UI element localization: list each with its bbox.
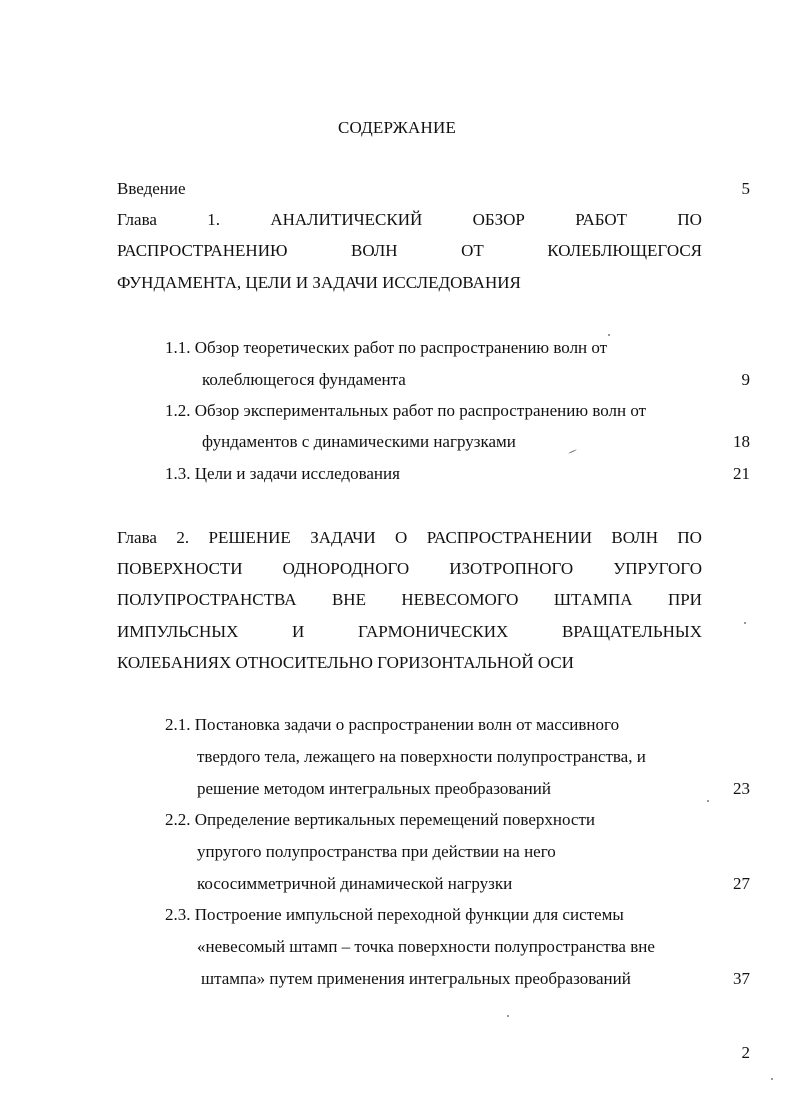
- word: ИЗОТРОПНОГО: [449, 559, 574, 578]
- word: РАСПРОСТРАНЕНИИ: [426, 528, 592, 547]
- toc-section-2-1-page: 23: [733, 779, 750, 798]
- toc-section-1-1-line-2: колеблющегося фундамента: [202, 370, 406, 389]
- word: ИМПУЛЬСНЫХ: [117, 622, 239, 641]
- toc-section-1-3-page: 21: [733, 464, 750, 483]
- word: РАСПРОСТРАНЕНИЮ: [117, 241, 288, 260]
- word: ШТАМПА: [553, 590, 633, 609]
- word: ВРАЩАТЕЛЬНЫХ: [561, 622, 702, 641]
- chapter2-heading-line-4: [117, 621, 702, 643]
- chapter2-heading-line-1: [117, 527, 702, 549]
- word: О: [395, 528, 408, 547]
- word: ПО: [677, 528, 702, 547]
- word: ГАРМОНИЧЕСКИХ: [357, 622, 509, 641]
- scan-speck: [608, 334, 610, 336]
- word: ВОЛН: [350, 241, 398, 260]
- toc-section-1-1-line-1: 1.1. Обзор теоретических работ по распространению волн от: [165, 338, 608, 357]
- word: 1.: [207, 210, 220, 229]
- word: ОТ: [461, 241, 484, 260]
- page-number: 2: [741, 1043, 750, 1062]
- scan-speck: [568, 449, 577, 454]
- word: АНАЛИТИЧЕСКИЙ: [270, 210, 423, 229]
- toc-section-1-2-page: 18: [733, 432, 750, 451]
- word: КОЛЕБЛЮЩЕГОСЯ: [547, 241, 702, 260]
- toc-section-2-2-page: 27: [733, 874, 750, 893]
- word: ВНЕ: [331, 590, 366, 609]
- toc-section-1-3-line-1: 1.3. Цели и задачи исследования: [165, 464, 400, 483]
- scan-speck: [507, 1015, 509, 1017]
- chapter1-heading-line-3: ФУНДАМЕНТА, ЦЕЛИ И ЗАДАЧИ ИССЛЕДОВАНИЯ: [117, 273, 521, 292]
- toc-intro-page: 5: [741, 179, 750, 198]
- chapter1-heading-line-2: [117, 240, 702, 262]
- toc-section-1-2-line-1: 1.2. Обзор экспериментальных работ по распространению волн от: [165, 401, 647, 420]
- chapter1-heading-line-1: [117, 209, 702, 231]
- word: ОДНОРОДНОГО: [282, 559, 410, 578]
- toc-section-2-2-line-1: 2.2. Определение вертикальных перемещений поверхности: [165, 810, 595, 829]
- word: РЕШЕНИЕ: [208, 528, 291, 547]
- toc-section-2-3-line-3: штампа» путем применения интегральных преобразований: [201, 969, 631, 988]
- word: ЗАДАЧИ: [310, 528, 376, 547]
- word: ПО: [677, 210, 702, 229]
- word: ОБЗОР: [472, 210, 525, 229]
- word: РАБОТ: [575, 210, 628, 229]
- word: 2.: [176, 528, 190, 547]
- word: Глава: [117, 210, 157, 229]
- scan-speck: [707, 800, 709, 802]
- toc-section-1-1-page: 9: [741, 370, 750, 389]
- word: ПОВЕРХНОСТИ: [117, 559, 243, 578]
- word: Глава: [117, 528, 157, 547]
- chapter2-heading-line-5: КОЛЕБАНИЯХ ОТНОСИТЕЛЬНО ГОРИЗОНТАЛЬНОЙ ОСИ: [117, 653, 574, 672]
- toc-section-2-3-line-2: «невесомый штамп – точка поверхности полупространства вне: [197, 937, 655, 956]
- toc-section-2-3-line-1: 2.3. Построение импульсной переходной функции для системы: [165, 905, 624, 924]
- chapter2-heading-line-2: [117, 558, 702, 580]
- word: ПРИ: [667, 590, 702, 609]
- toc-section-2-3-page: 37: [733, 969, 750, 988]
- scan-speck: [744, 622, 746, 624]
- word: И: [292, 622, 305, 641]
- toc-section-2-1-line-1: 2.1. Постановка задачи о распространении волн от массивного: [165, 715, 620, 734]
- word: НЕВЕСОМОГО: [401, 590, 519, 609]
- word: УПРУГОГО: [613, 559, 702, 578]
- toc-section-2-1-line-3: решение методом интегральных преобразований: [197, 779, 551, 798]
- scan-speck: [771, 1078, 773, 1080]
- toc-title: СОДЕРЖАНИЕ: [337, 118, 457, 137]
- toc-section-2-1-line-2: твердого тела, лежащего на поверхности полупространства, и: [197, 747, 646, 766]
- word: ВОЛН: [611, 528, 658, 547]
- word: ПОЛУПРОСТРАНСТВА: [117, 590, 297, 609]
- toc-section-2-2-line-2: упругого полупространства при действии на него: [197, 842, 556, 861]
- toc-intro-label: Введение: [117, 179, 186, 198]
- chapter2-heading-line-3: [117, 589, 702, 611]
- toc-section-1-2-line-2: фундаментов с динамическими нагрузками: [202, 432, 516, 451]
- toc-section-2-2-line-3: кососимметричной динамической нагрузки: [197, 874, 513, 893]
